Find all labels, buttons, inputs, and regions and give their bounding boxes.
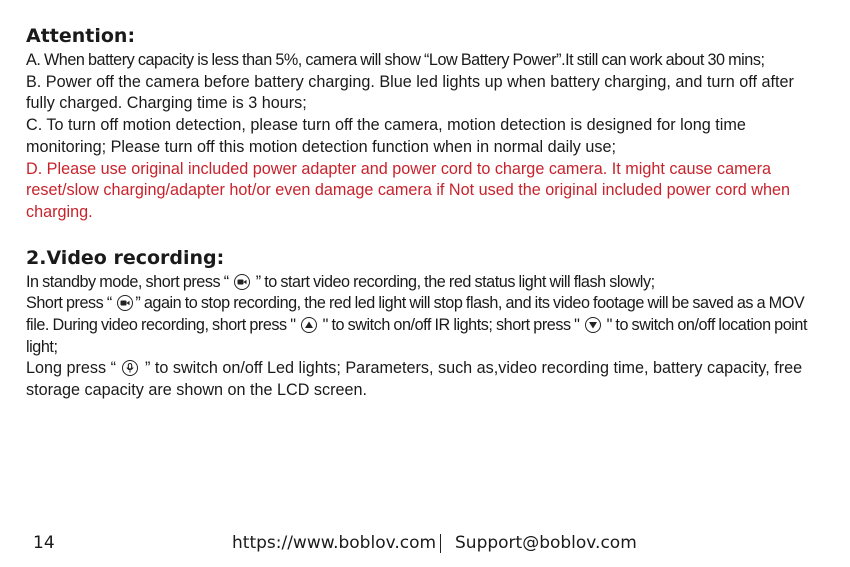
video-p2-text-d: " to switch on/off location point light;: [26, 316, 808, 356]
website-link[interactable]: https://www.boblov.com: [232, 533, 437, 553]
video-p3-text-b: ” to switch on/off Led lights; Parameters, such as,video recording time, battery capacity, free storage capacity are shown on the LCD screen.: [26, 359, 803, 400]
video-p2-text-b: ” again to stop recording, the red led light will stop flash, and its video footage will be saved as a MOV file. During video recording, short press ": [26, 294, 805, 335]
manual-page: [26, 22, 826, 402]
page-number: 14: [33, 533, 55, 553]
video-recording-text: [26, 272, 826, 402]
video-p2-text-c: " to switch on/off IR lights; short press ": [319, 316, 584, 335]
record-camera-icon: [234, 274, 250, 290]
video-paragraph-2: [26, 293, 826, 358]
video-paragraph-3: [26, 358, 826, 401]
video-p3-text-a: Long press “: [26, 359, 121, 378]
up-arrow-icon: [301, 317, 317, 333]
attention-item-a: A. When battery capacity is less than 5%, camera will show “Low Battery Power”.It still can work about 30 mins;: [26, 51, 765, 69]
attention-item-b: B. Power off the camera before battery charging. Blue led lights up when battery charging, and turn off after fully charged. Charging time is 3 hours;: [26, 72, 794, 113]
record-camera-icon: [117, 295, 133, 311]
support-email-link[interactable]: Support@boblov.com: [455, 533, 637, 553]
attention-item-c: C. To turn off motion detection, please turn off the camera, motion detection is designed for long time monitoring; Please turn off this motion detection function when in normal daily use;: [26, 116, 746, 156]
attention-item-d: D. Please use original included power adapter and power cord to charge camera. It might cause camera reset/slow charging/adapter hot/or even damage camera if Not used the original included power cord when charging.: [26, 159, 790, 221]
video-p2-text-a: Short press “: [26, 294, 116, 313]
down-arrow-icon: [585, 317, 601, 333]
attention-heading: Attention:: [26, 25, 136, 47]
footer-divider: [440, 534, 441, 553]
microphone-icon: [122, 360, 138, 376]
attention-list: [26, 50, 826, 224]
video-p1-text-b: ” to start video recording, the red status light will flash slowly;: [252, 272, 655, 291]
video-p1-text-a: In standby mode, short press “: [26, 272, 233, 291]
video-paragraph-1: [26, 272, 826, 294]
page-footer: [0, 531, 850, 555]
video-recording-heading: 2.Video recording:: [26, 246, 225, 269]
